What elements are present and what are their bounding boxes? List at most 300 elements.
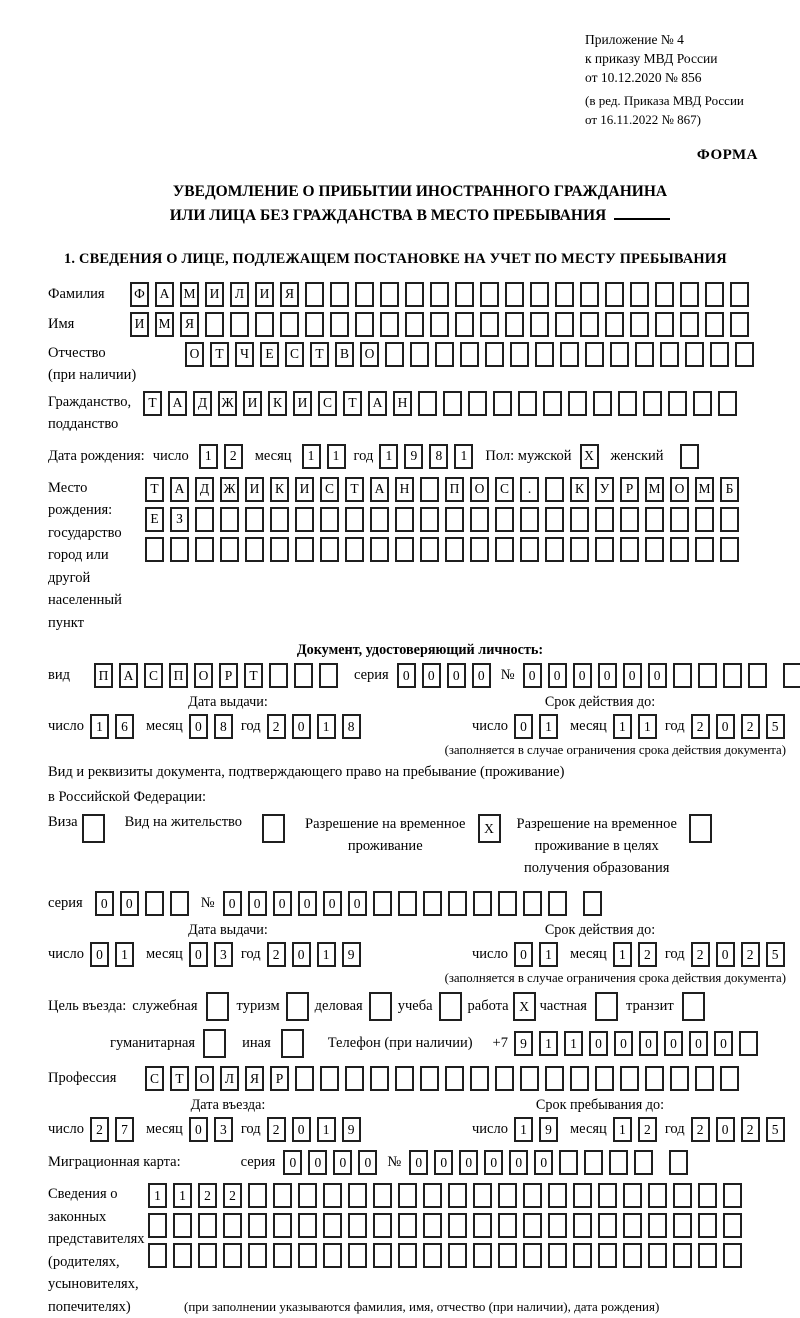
edu-permit-checkbox[interactable] — [689, 814, 712, 843]
char-box[interactable] — [270, 507, 289, 532]
char-box[interactable] — [369, 992, 392, 1021]
char-box[interactable]: X — [513, 992, 536, 1021]
birth-day-input[interactable] — [199, 444, 243, 469]
char-box[interactable] — [585, 342, 604, 367]
char-box[interactable]: С — [320, 477, 339, 502]
char-box[interactable]: Р — [219, 663, 238, 688]
char-box[interactable] — [523, 1243, 542, 1268]
char-box[interactable] — [270, 537, 289, 562]
char-box[interactable] — [294, 663, 313, 688]
char-box[interactable]: С — [495, 477, 514, 502]
char-box[interactable]: 0 — [614, 1031, 633, 1056]
char-box[interactable]: 0 — [714, 1031, 733, 1056]
char-box[interactable] — [555, 282, 574, 307]
purpose-private-checkbox[interactable] — [595, 992, 618, 1021]
char-box[interactable] — [298, 1183, 317, 1208]
char-box[interactable] — [345, 507, 364, 532]
char-box[interactable] — [783, 663, 800, 688]
char-box[interactable] — [370, 1066, 389, 1091]
char-box[interactable] — [320, 1066, 339, 1091]
char-box[interactable] — [680, 282, 699, 307]
char-box[interactable] — [355, 312, 374, 337]
char-box[interactable]: 1 — [317, 1117, 336, 1142]
char-box[interactable] — [420, 1066, 439, 1091]
char-box[interactable] — [320, 507, 339, 532]
char-box[interactable]: Е — [260, 342, 279, 367]
char-box[interactable] — [548, 1213, 567, 1238]
birth-place-line2-input[interactable] — [145, 507, 739, 532]
birth-month-input[interactable] — [302, 444, 346, 469]
char-box[interactable] — [248, 1213, 267, 1238]
char-box[interactable] — [560, 342, 579, 367]
char-box[interactable] — [685, 342, 704, 367]
char-box[interactable] — [695, 1066, 714, 1091]
char-box[interactable] — [498, 1213, 517, 1238]
char-box[interactable]: 0 — [716, 1117, 735, 1142]
char-box[interactable]: 1 — [514, 1117, 533, 1142]
char-box[interactable] — [220, 537, 239, 562]
char-box[interactable]: 0 — [223, 891, 242, 916]
char-box[interactable]: 0 — [514, 942, 533, 967]
char-box[interactable]: Я — [280, 282, 299, 307]
char-box[interactable] — [523, 1183, 542, 1208]
char-box[interactable] — [630, 312, 649, 337]
char-box[interactable] — [520, 507, 539, 532]
char-box[interactable]: 2 — [267, 714, 286, 739]
char-box[interactable] — [195, 507, 214, 532]
char-box[interactable]: 5 — [766, 942, 785, 967]
char-box[interactable] — [423, 1243, 442, 1268]
char-box[interactable] — [695, 537, 714, 562]
char-box[interactable] — [595, 507, 614, 532]
char-box[interactable] — [673, 663, 692, 688]
char-box[interactable]: И — [295, 477, 314, 502]
char-box[interactable]: В — [335, 342, 354, 367]
char-box[interactable] — [380, 312, 399, 337]
char-box[interactable] — [673, 1243, 692, 1268]
char-box[interactable]: 7 — [115, 1117, 134, 1142]
char-box[interactable] — [698, 1213, 717, 1238]
char-box[interactable] — [705, 282, 724, 307]
char-box[interactable] — [620, 507, 639, 532]
profession-input[interactable] — [145, 1066, 739, 1091]
char-box[interactable]: С — [285, 342, 304, 367]
residence-issue-month-input[interactable] — [189, 942, 233, 967]
char-box[interactable] — [323, 1183, 342, 1208]
char-box[interactable]: 1 — [148, 1183, 167, 1208]
char-box[interactable] — [570, 537, 589, 562]
char-box[interactable]: Ч — [235, 342, 254, 367]
char-box[interactable] — [269, 663, 288, 688]
char-box[interactable] — [420, 507, 439, 532]
char-box[interactable]: 8 — [214, 714, 233, 739]
char-box[interactable]: Д — [193, 391, 212, 416]
char-box[interactable] — [423, 1213, 442, 1238]
char-box[interactable] — [455, 312, 474, 337]
char-box[interactable]: Т — [143, 391, 162, 416]
char-box[interactable]: 1 — [327, 444, 346, 469]
char-box[interactable]: О — [185, 342, 204, 367]
char-box[interactable]: О — [360, 342, 379, 367]
char-box[interactable]: 1 — [454, 444, 473, 469]
char-box[interactable]: 2 — [224, 444, 243, 469]
char-box[interactable]: X — [580, 444, 599, 469]
char-box[interactable] — [605, 282, 624, 307]
purpose-tourism-checkbox[interactable] — [286, 992, 309, 1021]
char-box[interactable] — [723, 1213, 742, 1238]
char-box[interactable]: 2 — [741, 1117, 760, 1142]
residence-number-input[interactable] — [223, 891, 602, 916]
char-box[interactable]: И — [245, 477, 264, 502]
char-box[interactable] — [505, 282, 524, 307]
char-box[interactable]: 0 — [523, 663, 542, 688]
char-box[interactable]: 0 — [472, 663, 491, 688]
char-box[interactable] — [145, 891, 164, 916]
char-box[interactable]: 0 — [434, 1150, 453, 1175]
char-box[interactable]: 1 — [379, 444, 398, 469]
char-box[interactable] — [273, 1213, 292, 1238]
char-box[interactable]: 1 — [199, 444, 218, 469]
doc-type-input[interactable] — [94, 663, 338, 688]
char-box[interactable] — [510, 342, 529, 367]
char-box[interactable]: Н — [395, 477, 414, 502]
char-box[interactable] — [470, 1066, 489, 1091]
char-box[interactable] — [543, 391, 562, 416]
stay-day-input[interactable] — [514, 1117, 558, 1142]
char-box[interactable] — [295, 507, 314, 532]
char-box[interactable] — [545, 507, 564, 532]
char-box[interactable]: А — [370, 477, 389, 502]
char-box[interactable]: Б — [720, 477, 739, 502]
char-box[interactable] — [723, 1243, 742, 1268]
char-box[interactable] — [323, 1213, 342, 1238]
char-box[interactable] — [610, 342, 629, 367]
char-box[interactable]: М — [155, 312, 174, 337]
char-box[interactable]: О — [194, 663, 213, 688]
char-box[interactable]: 0 — [639, 1031, 658, 1056]
char-box[interactable]: 0 — [648, 663, 667, 688]
char-box[interactable]: А — [119, 663, 138, 688]
char-box[interactable] — [718, 391, 737, 416]
char-box[interactable]: 9 — [539, 1117, 558, 1142]
char-box[interactable]: П — [445, 477, 464, 502]
char-box[interactable] — [648, 1183, 667, 1208]
char-box[interactable] — [430, 312, 449, 337]
char-box[interactable] — [595, 1066, 614, 1091]
char-box[interactable] — [670, 1066, 689, 1091]
char-box[interactable] — [720, 1066, 739, 1091]
char-box[interactable] — [398, 1243, 417, 1268]
char-box[interactable]: Т — [343, 391, 362, 416]
purpose-official-checkbox[interactable] — [206, 992, 229, 1021]
char-box[interactable]: Т — [244, 663, 263, 688]
char-box[interactable]: С — [145, 1066, 164, 1091]
char-box[interactable] — [680, 444, 699, 469]
char-box[interactable]: О — [670, 477, 689, 502]
residence-permit-checkbox[interactable] — [262, 814, 285, 843]
char-box[interactable] — [405, 282, 424, 307]
char-box[interactable] — [223, 1243, 242, 1268]
char-box[interactable] — [655, 312, 674, 337]
char-box[interactable] — [623, 1213, 642, 1238]
phone-input[interactable] — [514, 1031, 758, 1056]
char-box[interactable] — [620, 537, 639, 562]
char-box[interactable] — [645, 1066, 664, 1091]
char-box[interactable] — [295, 1066, 314, 1091]
char-box[interactable] — [380, 282, 399, 307]
char-box[interactable]: 2 — [741, 714, 760, 739]
char-box[interactable] — [423, 1183, 442, 1208]
char-box[interactable]: 1 — [613, 1117, 632, 1142]
char-box[interactable]: 2 — [223, 1183, 242, 1208]
char-box[interactable] — [373, 1243, 392, 1268]
char-box[interactable]: 0 — [298, 891, 317, 916]
char-box[interactable] — [570, 507, 589, 532]
char-box[interactable]: 0 — [189, 942, 208, 967]
char-box[interactable]: О — [470, 477, 489, 502]
char-box[interactable] — [623, 1183, 642, 1208]
char-box[interactable] — [595, 992, 618, 1021]
legal-reps-line3-input[interactable] — [148, 1243, 742, 1268]
visa-checkbox[interactable] — [82, 814, 105, 843]
char-box[interactable]: П — [169, 663, 188, 688]
char-box[interactable]: 1 — [173, 1183, 192, 1208]
char-box[interactable]: 1 — [317, 942, 336, 967]
char-box[interactable]: 0 — [664, 1031, 683, 1056]
char-box[interactable] — [330, 282, 349, 307]
char-box[interactable]: 0 — [484, 1150, 503, 1175]
char-box[interactable] — [330, 312, 349, 337]
char-box[interactable] — [448, 891, 467, 916]
char-box[interactable] — [570, 1066, 589, 1091]
char-box[interactable]: 1 — [317, 714, 336, 739]
char-box[interactable]: 0 — [422, 663, 441, 688]
char-box[interactable] — [439, 992, 462, 1021]
char-box[interactable] — [723, 1183, 742, 1208]
birth-place-line1-input[interactable] — [145, 477, 739, 502]
char-box[interactable]: 3 — [214, 1117, 233, 1142]
char-box[interactable]: Л — [230, 282, 249, 307]
char-box[interactable]: Т — [310, 342, 329, 367]
char-box[interactable] — [735, 342, 754, 367]
sex-female-checkbox[interactable] — [680, 444, 699, 469]
char-box[interactable] — [355, 282, 374, 307]
char-box[interactable] — [295, 537, 314, 562]
identity-issue-day-input[interactable] — [90, 714, 134, 739]
char-box[interactable] — [723, 663, 742, 688]
char-box[interactable] — [298, 1243, 317, 1268]
char-box[interactable]: 2 — [691, 1117, 710, 1142]
sex-male-checkbox[interactable] — [580, 444, 599, 469]
purpose-other-checkbox[interactable] — [281, 1029, 304, 1058]
char-box[interactable]: 0 — [534, 1150, 553, 1175]
char-box[interactable]: 2 — [638, 942, 657, 967]
char-box[interactable]: К — [270, 477, 289, 502]
char-box[interactable] — [205, 312, 224, 337]
char-box[interactable]: Р — [270, 1066, 289, 1091]
char-box[interactable] — [648, 1243, 667, 1268]
char-box[interactable]: 1 — [613, 942, 632, 967]
char-box[interactable]: Я — [245, 1066, 264, 1091]
char-box[interactable] — [523, 891, 542, 916]
char-box[interactable] — [573, 1213, 592, 1238]
char-box[interactable]: Т — [210, 342, 229, 367]
char-box[interactable] — [598, 1243, 617, 1268]
stay-month-input[interactable] — [613, 1117, 657, 1142]
char-box[interactable] — [206, 992, 229, 1021]
char-box[interactable]: К — [570, 477, 589, 502]
char-box[interactable]: 0 — [292, 942, 311, 967]
char-box[interactable] — [248, 1183, 267, 1208]
surname-input[interactable] — [130, 282, 749, 307]
char-box[interactable] — [455, 282, 474, 307]
char-box[interactable] — [255, 312, 274, 337]
char-box[interactable] — [598, 1183, 617, 1208]
char-box[interactable] — [648, 1213, 667, 1238]
char-box[interactable]: З — [170, 507, 189, 532]
char-box[interactable]: 0 — [623, 663, 642, 688]
char-box[interactable]: С — [318, 391, 337, 416]
given-name-input[interactable] — [130, 312, 749, 337]
char-box[interactable] — [545, 477, 564, 502]
char-box[interactable]: 1 — [115, 942, 134, 967]
char-box[interactable]: 0 — [292, 1117, 311, 1142]
residence-valid-year-input[interactable] — [691, 942, 785, 967]
char-box[interactable]: Т — [145, 477, 164, 502]
char-box[interactable]: 2 — [741, 942, 760, 967]
identity-valid-month-input[interactable] — [613, 714, 657, 739]
char-box[interactable] — [373, 1213, 392, 1238]
char-box[interactable]: А — [155, 282, 174, 307]
char-box[interactable]: Л — [220, 1066, 239, 1091]
char-box[interactable] — [348, 1243, 367, 1268]
char-box[interactable] — [323, 1243, 342, 1268]
char-box[interactable] — [423, 891, 442, 916]
char-box[interactable]: А — [368, 391, 387, 416]
char-box[interactable] — [720, 507, 739, 532]
char-box[interactable]: 0 — [358, 1150, 377, 1175]
char-box[interactable]: 6 — [115, 714, 134, 739]
char-box[interactable] — [548, 1243, 567, 1268]
char-box[interactable] — [348, 1183, 367, 1208]
char-box[interactable]: 1 — [539, 1031, 558, 1056]
char-box[interactable] — [298, 1213, 317, 1238]
char-box[interactable] — [680, 312, 699, 337]
char-box[interactable] — [673, 1183, 692, 1208]
char-box[interactable] — [248, 1243, 267, 1268]
char-box[interactable]: 8 — [429, 444, 448, 469]
char-box[interactable] — [545, 537, 564, 562]
identity-issue-month-input[interactable] — [189, 714, 233, 739]
legal-reps-line1-input[interactable] — [148, 1183, 742, 1208]
char-box[interactable] — [530, 282, 549, 307]
char-box[interactable] — [555, 312, 574, 337]
char-box[interactable]: М — [645, 477, 664, 502]
char-box[interactable]: Д — [195, 477, 214, 502]
char-box[interactable]: Т — [170, 1066, 189, 1091]
char-box[interactable]: 9 — [404, 444, 423, 469]
char-box[interactable]: 9 — [342, 942, 361, 967]
char-box[interactable]: 0 — [308, 1150, 327, 1175]
legal-reps-line2-input[interactable] — [148, 1213, 742, 1238]
char-box[interactable]: Ж — [218, 391, 237, 416]
char-box[interactable] — [420, 477, 439, 502]
char-box[interactable] — [273, 1243, 292, 1268]
char-box[interactable]: М — [695, 477, 714, 502]
char-box[interactable] — [730, 312, 749, 337]
char-box[interactable] — [370, 507, 389, 532]
purpose-transit-checkbox[interactable] — [682, 992, 705, 1021]
char-box[interactable] — [739, 1031, 758, 1056]
char-box[interactable] — [673, 1213, 692, 1238]
char-box[interactable]: И — [205, 282, 224, 307]
char-box[interactable] — [448, 1243, 467, 1268]
char-box[interactable] — [145, 537, 164, 562]
char-box[interactable] — [473, 1213, 492, 1238]
char-box[interactable] — [698, 663, 717, 688]
char-box[interactable]: И — [255, 282, 274, 307]
char-box[interactable] — [583, 891, 602, 916]
char-box[interactable]: 0 — [509, 1150, 528, 1175]
char-box[interactable]: 0 — [348, 891, 367, 916]
char-box[interactable]: 0 — [689, 1031, 708, 1056]
char-box[interactable] — [535, 342, 554, 367]
residence-valid-month-input[interactable] — [613, 942, 657, 967]
char-box[interactable]: X — [478, 814, 501, 843]
char-box[interactable] — [448, 1213, 467, 1238]
char-box[interactable] — [273, 1183, 292, 1208]
char-box[interactable] — [345, 537, 364, 562]
char-box[interactable]: К — [268, 391, 287, 416]
char-box[interactable] — [395, 1066, 414, 1091]
char-box[interactable] — [595, 537, 614, 562]
char-box[interactable] — [605, 312, 624, 337]
char-box[interactable] — [305, 312, 324, 337]
char-box[interactable] — [395, 507, 414, 532]
char-box[interactable]: 1 — [302, 444, 321, 469]
birth-place-line3-input[interactable] — [145, 537, 739, 562]
char-box[interactable] — [668, 391, 687, 416]
char-box[interactable]: 0 — [333, 1150, 352, 1175]
char-box[interactable]: С — [144, 663, 163, 688]
char-box[interactable] — [448, 1183, 467, 1208]
char-box[interactable] — [645, 537, 664, 562]
char-box[interactable] — [470, 537, 489, 562]
char-box[interactable]: 0 — [573, 663, 592, 688]
doc-number-input[interactable] — [523, 663, 800, 688]
char-box[interactable] — [495, 537, 514, 562]
char-box[interactable]: И — [130, 312, 149, 337]
char-box[interactable] — [281, 1029, 304, 1058]
char-box[interactable]: 2 — [198, 1183, 217, 1208]
char-box[interactable] — [82, 814, 105, 843]
char-box[interactable] — [495, 1066, 514, 1091]
char-box[interactable] — [473, 1183, 492, 1208]
citizenship-input[interactable] — [143, 391, 737, 416]
char-box[interactable] — [505, 312, 524, 337]
char-box[interactable]: 0 — [323, 891, 342, 916]
char-box[interactable] — [573, 1183, 592, 1208]
patronymic-input[interactable] — [185, 342, 754, 367]
char-box[interactable] — [698, 1183, 717, 1208]
char-box[interactable] — [710, 342, 729, 367]
char-box[interactable] — [460, 342, 479, 367]
char-box[interactable] — [705, 312, 724, 337]
char-box[interactable]: 0 — [283, 1150, 302, 1175]
residence-series-input[interactable] — [95, 891, 189, 916]
char-box[interactable] — [620, 1066, 639, 1091]
char-box[interactable]: 0 — [598, 663, 617, 688]
